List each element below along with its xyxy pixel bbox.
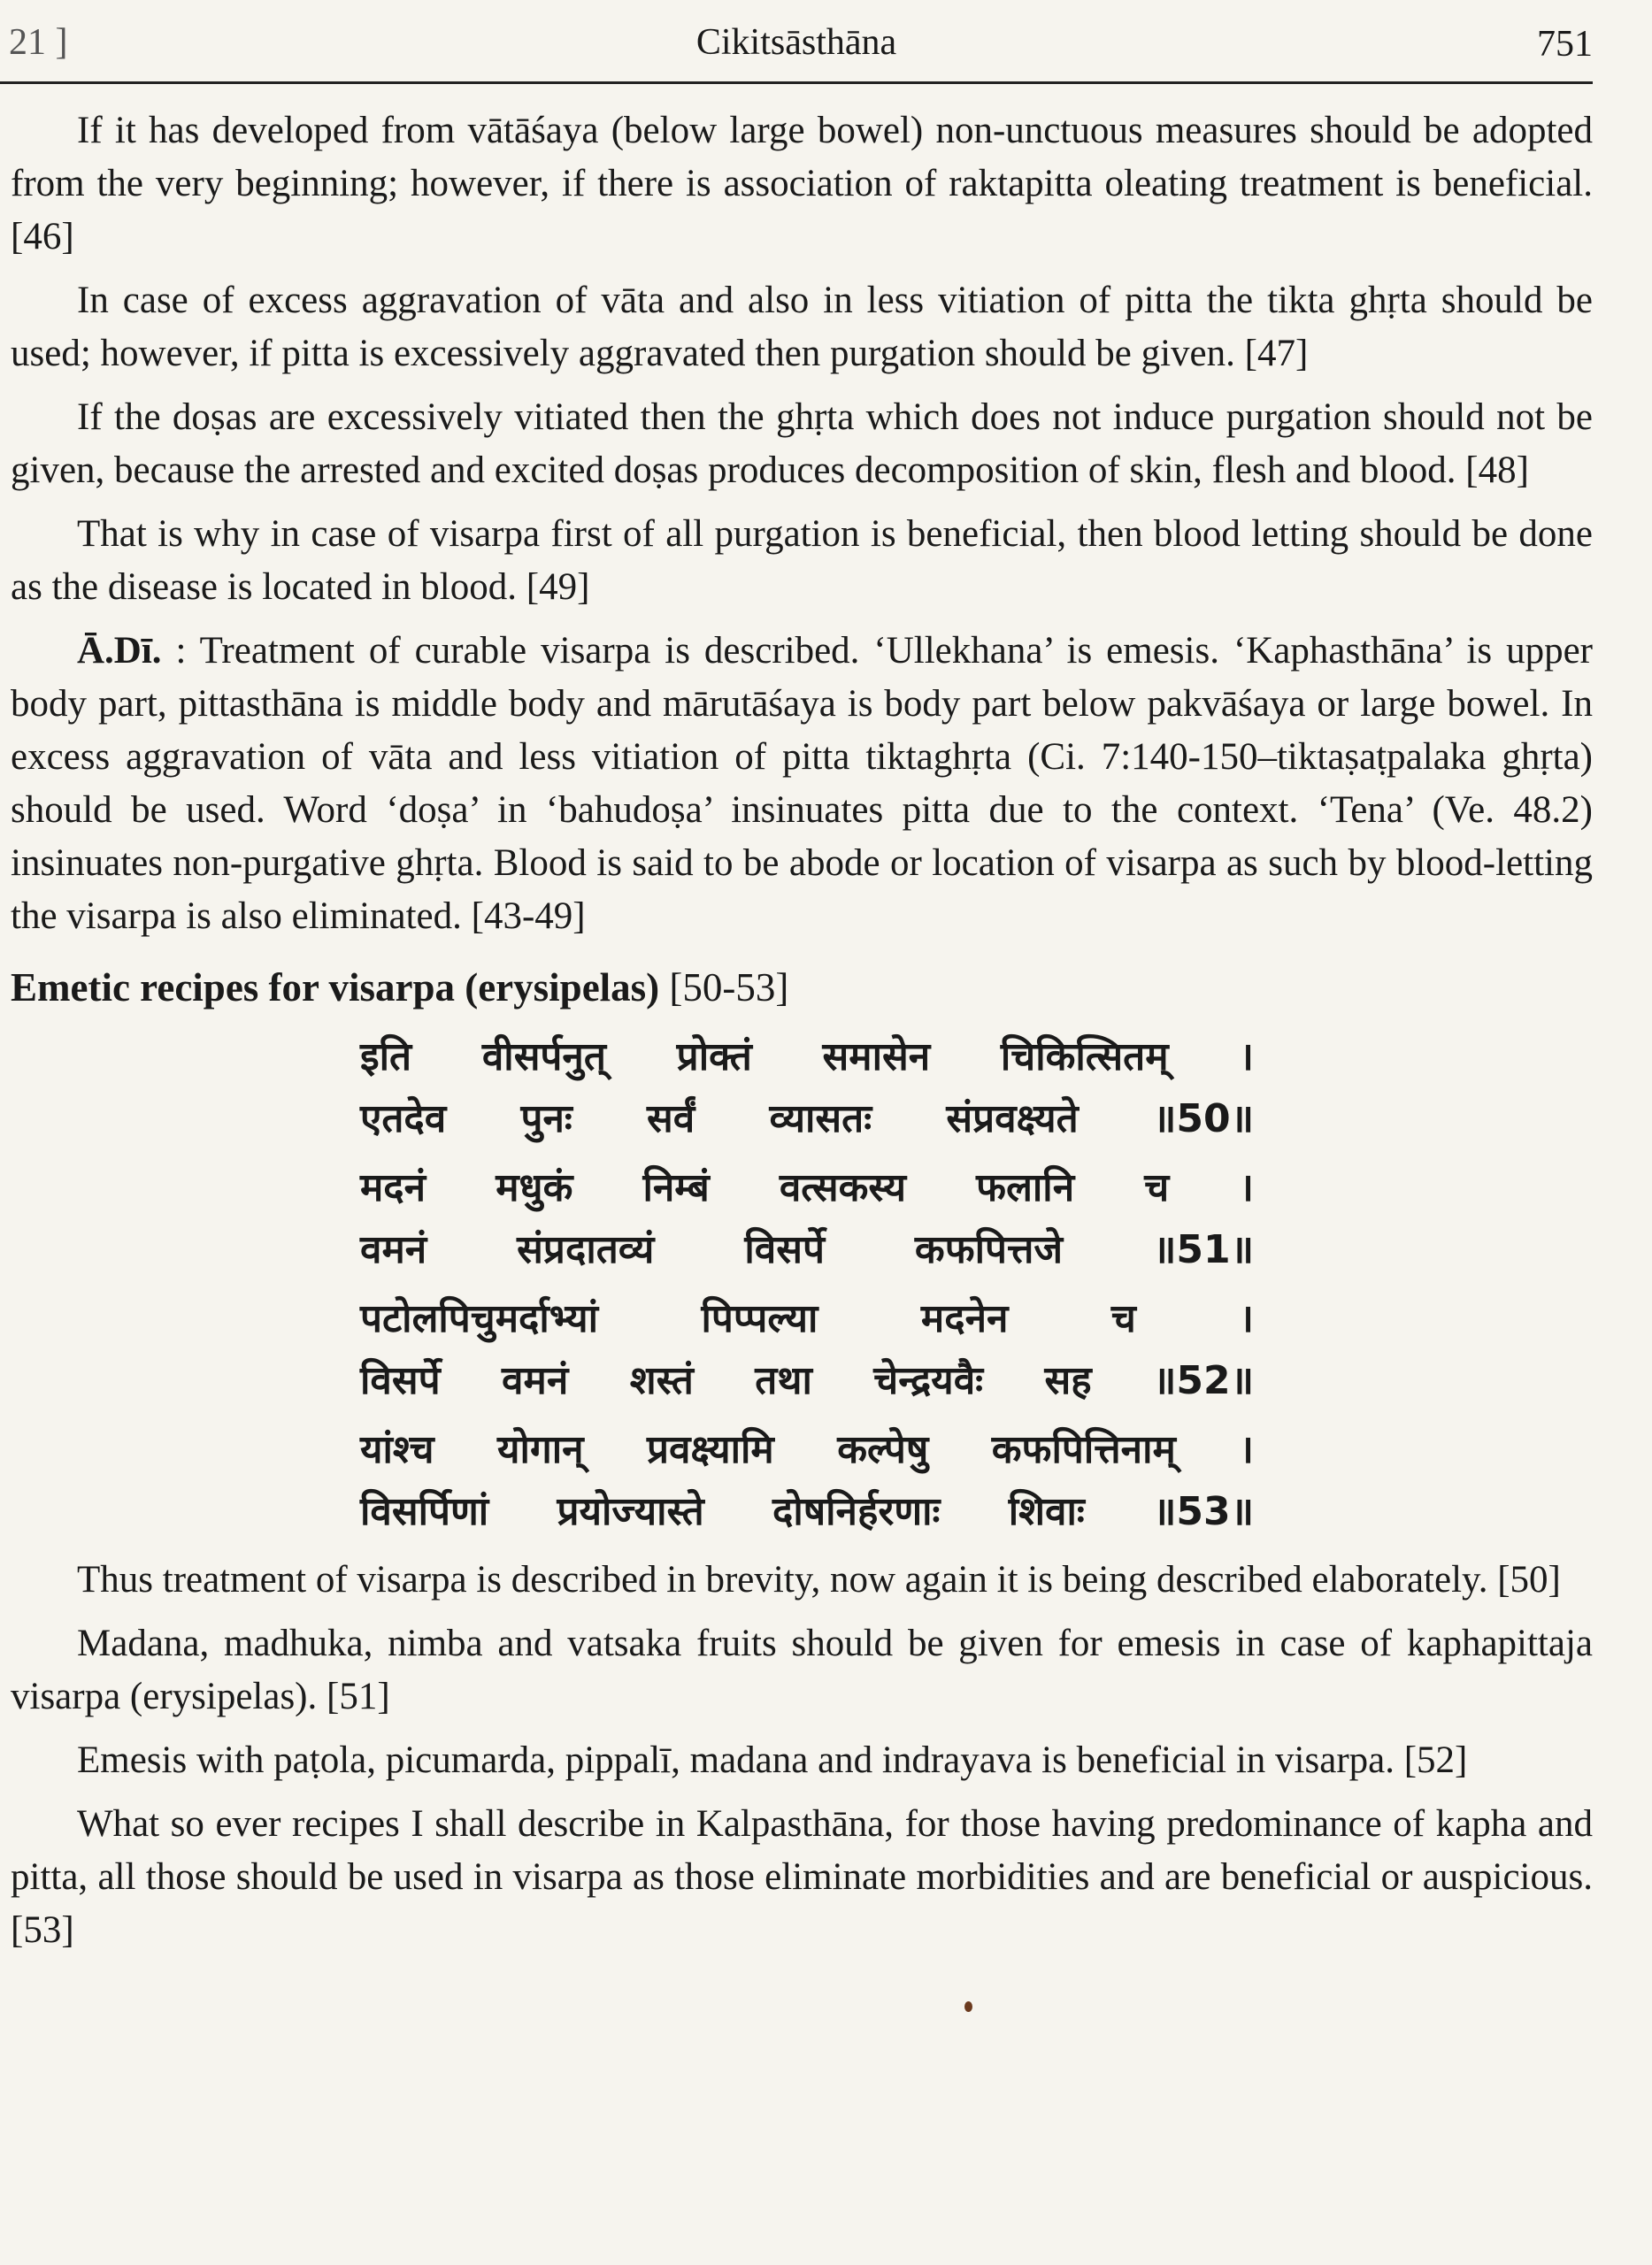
section-heading bbox=[11, 959, 1593, 1016]
verse-word: मदनेन bbox=[920, 1296, 1009, 1341]
paper-spot bbox=[964, 2001, 972, 2012]
verse-line bbox=[360, 1350, 1254, 1412]
verse-line bbox=[360, 1288, 1254, 1350]
verse-word: संप्रवक्ष्यते bbox=[946, 1096, 1079, 1141]
verse-word: योगान् bbox=[497, 1427, 584, 1472]
page-number: 751 bbox=[1537, 24, 1593, 65]
verse-word: निम्बं bbox=[642, 1165, 710, 1210]
translation-51: Madana, madhuka, nimba and vatsaka fruits should be given for emesis in case of kaphapittaja visarpa (erysipelas). [51] bbox=[11, 1623, 1593, 1717]
header-rule bbox=[0, 81, 1593, 84]
verse-word: यांश्च bbox=[360, 1427, 434, 1472]
verse-word: च bbox=[1144, 1165, 1170, 1210]
verse-word: प्रयोज्यास्ते bbox=[557, 1489, 704, 1534]
verse-word: वमनं bbox=[360, 1227, 427, 1272]
verse-word: सह bbox=[1044, 1358, 1092, 1403]
verse-word: वीसर्पनुत् bbox=[481, 1034, 606, 1079]
verse-word: प्रवक्ष्यामि bbox=[647, 1427, 774, 1472]
verse-word: व्यासतः bbox=[769, 1096, 872, 1141]
running-title: Cikitsāsthāna bbox=[695, 22, 897, 63]
verse-line bbox=[360, 1419, 1254, 1481]
verse-word: इति bbox=[360, 1034, 412, 1079]
verse-word: कफपित्तजे bbox=[914, 1227, 1064, 1272]
verse-word: प्रोक्तं bbox=[676, 1034, 752, 1079]
verse-51 bbox=[360, 1157, 1254, 1281]
verse-word: दोषनिर्हरणाः bbox=[772, 1489, 941, 1534]
verse-word: वमनं bbox=[502, 1358, 569, 1403]
paragraph-46: If it has developed from vātāśaya (below large bowel) non-unctuous measures should be adopted from the very beginning; however, if there is association of raktapitta oleating treatment is beneficial. [46] bbox=[11, 110, 1593, 257]
verse-word: फलानि bbox=[976, 1165, 1075, 1210]
verse-53 bbox=[360, 1419, 1254, 1543]
verse-line bbox=[360, 1219, 1254, 1281]
verse-word: कल्पेषु bbox=[837, 1427, 929, 1472]
verse-word: ॥53॥ bbox=[1153, 1489, 1254, 1534]
paragraph-49: That is why in case of visarpa first of all purgation is beneficial, then blood letting should be done as the disease is located in blood. [49] bbox=[11, 513, 1593, 608]
verse-word: । bbox=[1239, 1034, 1254, 1079]
translation-53: What so ever recipes I shall describe in Kalpasthāna, for those having predominance of kapha and pitta, all those should be used in visarpa as those eliminate morbidities and are beneficial or auspicious. [53] bbox=[11, 1803, 1593, 1951]
commentary-paragraph bbox=[11, 625, 1593, 943]
verse-word: संप्रदातव्यं bbox=[517, 1227, 655, 1272]
verse-50 bbox=[360, 1026, 1254, 1150]
verse-word: विसर्पे bbox=[744, 1227, 825, 1272]
heading-ref: [50-53] bbox=[659, 965, 789, 1010]
sanskrit-verses bbox=[360, 1026, 1254, 1543]
verse-52 bbox=[360, 1288, 1254, 1412]
verse-word: चिकित्सितम् bbox=[1000, 1034, 1169, 1079]
heading-title: Emetic recipes for visarpa (erysipelas) bbox=[11, 965, 660, 1010]
verse-word: कफपित्तिनाम् bbox=[991, 1427, 1176, 1472]
page-body bbox=[11, 104, 1593, 1957]
verse-word: ॥52॥ bbox=[1153, 1358, 1254, 1403]
page-header bbox=[0, 16, 1593, 78]
verse-word: पिप्पल्या bbox=[701, 1296, 818, 1341]
verse-word: शिवाः bbox=[1008, 1489, 1085, 1534]
verse-word: वत्सकस्य bbox=[779, 1165, 907, 1210]
verse-word: सर्वं bbox=[647, 1096, 695, 1141]
commentary-text: : Treatment of curable visarpa is described. ‘Ullekhana’ is emesis. ‘Kaphasthāna’ is upper body part, pittasthāna is middle body and mārutāśaya is body part below pakvāśaya or large bowel. In excess aggravation of vāta and less vitiation of pitta tiktaghṛta (Ci. 7:140-150–tiktaṣaṭpalaka ghṛta) should be used. Word ‘doṣa’ in ‘bahudoṣa’ insinuates pitta due to the context. ‘Tena’ (Ve. 48.2) insinuates non-purgative ghṛta. Blood is said to be abode or location of visarpa as such by blood-letting the visarpa is also eliminated. [43-49] bbox=[11, 630, 1593, 937]
verse-word: पटोलपिचुमर्दाभ्यां bbox=[360, 1296, 599, 1341]
verse-line bbox=[360, 1481, 1254, 1543]
paragraph-48: If the doṣas are excessively vitiated then the ghṛta which does not induce purgation should not be given, because the arrested and excited doṣas produces decomposition of skin, flesh and blood. [48] bbox=[11, 396, 1593, 491]
verse-line bbox=[360, 1088, 1254, 1150]
verse-word: मधुकं bbox=[496, 1165, 573, 1210]
verse-word: चेन्द्रयवैः bbox=[873, 1358, 984, 1403]
verse-line bbox=[360, 1157, 1254, 1219]
verse-word: विसर्पे bbox=[360, 1358, 441, 1403]
verse-word: । bbox=[1239, 1296, 1254, 1341]
translation-50: Thus treatment of visarpa is described in brevity, now again it is being described elaborately. [50] bbox=[77, 1559, 1561, 1601]
verse-word: शस्तं bbox=[629, 1358, 694, 1403]
verse-word: विसर्पिणां bbox=[360, 1489, 489, 1534]
verse-word: मदनं bbox=[360, 1165, 426, 1210]
paragraph-47: In case of excess aggravation of vāta and also in less vitiation of pitta the tikta ghṛta should be used; however, if pitta is excessively aggravated then purgation should be given. [47] bbox=[11, 280, 1593, 374]
commentary-prefix: Ā.Dī. bbox=[77, 630, 162, 672]
verse-word: समासेन bbox=[822, 1034, 931, 1079]
verse-word: एतदेव bbox=[360, 1096, 447, 1141]
verse-line bbox=[360, 1026, 1254, 1088]
verse-word: ॥50॥ bbox=[1153, 1096, 1254, 1141]
verse-word: ॥51॥ bbox=[1153, 1227, 1254, 1272]
chapter-marker: 21 ] bbox=[9, 22, 68, 63]
verse-word: । bbox=[1239, 1165, 1254, 1210]
verse-word: तथा bbox=[755, 1358, 812, 1403]
translation-52: Emesis with paṭola, picumarda, pippalī, madana and indrayava is beneficial in visarpa. [52] bbox=[77, 1739, 1468, 1781]
verse-word: च bbox=[1110, 1296, 1136, 1341]
verse-word: । bbox=[1239, 1427, 1254, 1472]
verse-word: पुनः bbox=[520, 1096, 572, 1141]
